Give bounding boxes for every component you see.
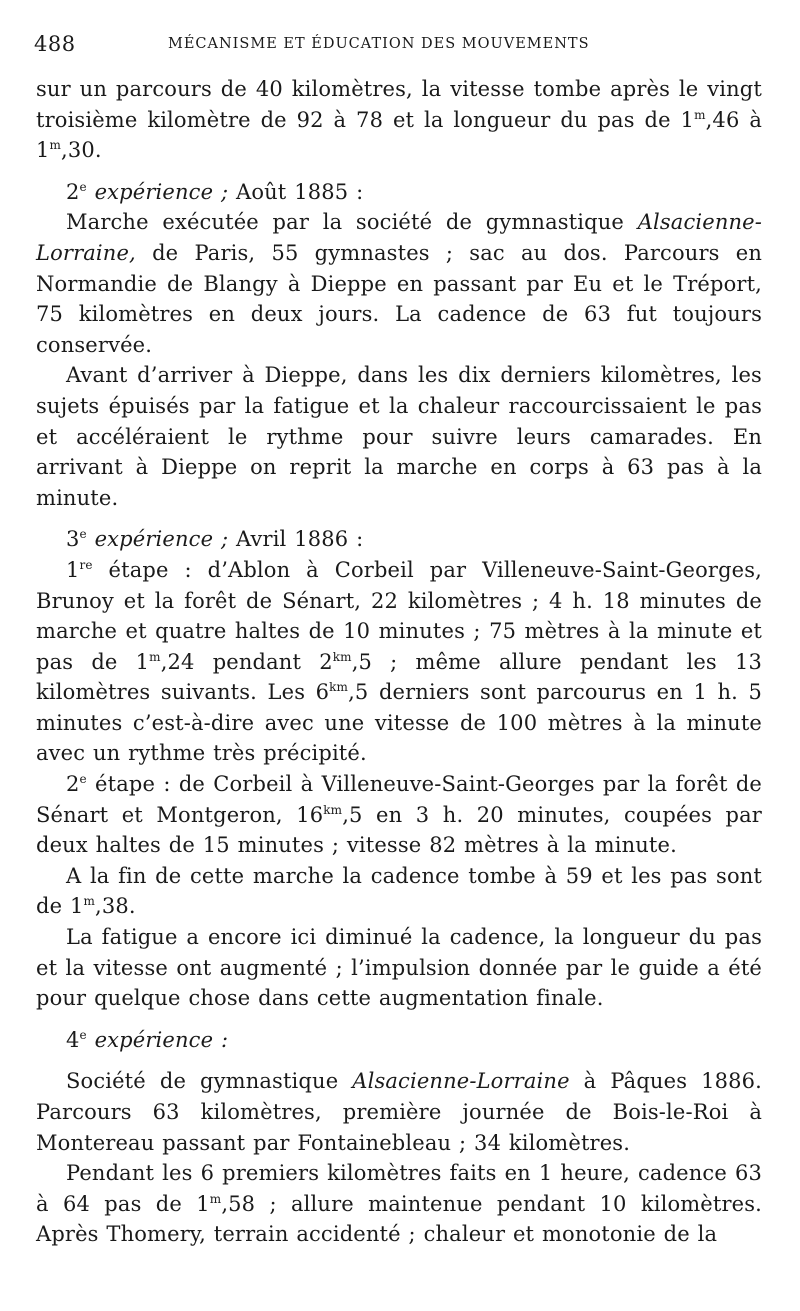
running-title: MÉCANISME ET ÉDUCATION DES MOUVEMENTS bbox=[168, 36, 590, 52]
experiment-4-paragraph-2: Pendant les 6 premiers kilomètres faits en 1 heure, cadence 63 à 64 pas de 1$^m$,58 ; allure maintenue pendant 10 kilomètres. Après Thomery, terrain accidenté ; chaleur et monotonie de la bbox=[36, 1161, 762, 1247]
experiment-4-heading: 4e expérience : bbox=[66, 1027, 229, 1052]
paragraph-continued: sur un parcours de 40 kilomètres, la vitesse tombe après le vingt troisième kilomètre de 92 à 78 et la longueur du pas de 1$^m$,46 à 1$^m$,30. bbox=[36, 77, 762, 163]
experiment-3-stage-1: 1re étape : d’Ablon à Corbeil par Villeneuve-Saint-Georges, Brunoy et la forêt de Sénart, 22 kilomètres ; 4 h. 18 minutes de marche et quatre haltes de 10 minutes ; 75 mètres à la minute et pas de 1$^m$,24 pendant $2^{km},5$ ; même allure pendant les 13 kilomètres suivants. Les $6^{km},5$ derniers sont parcourus en 1 h. 5 minutes c’est-à-dire avec une vitesse de 100 mètres à la minute avec un rythme très précipité. bbox=[36, 557, 763, 766]
running-head bbox=[34, 30, 774, 60]
experiment-3-stage-2: 2e étape : de Corbeil à Villeneuve-Saint-Georges par la forêt de Sénart et Montgeron, $16^{km},5$ en 3 h. 20 minutes, coupées par deux haltes de 15 minutes ; vitesse 82 mètres à la minute. bbox=[36, 772, 762, 858]
experiment-3-paragraph-4: La fatigue a encore ici diminué la cadence, la longueur du pas et la vitesse ont augmenté ; l’impulsion donnée par le guide a été pour quelque chose dans cette augmentation finale. bbox=[36, 925, 762, 1011]
experiment-3-paragraph-3: A la fin de cette marche la cadence tombe à 59 et les pas sont de 1$^m$,38. bbox=[36, 863, 762, 919]
experiment-2-paragraph-2: Avant d’arriver à Dieppe, dans les dix derniers kilomètres, les sujets épuisés par la fatigue et la chaleur raccourcissaient le pas et accéléraient le rythme pour suivre leurs camarades. En arrivant à Dieppe on reprit la marche en corps à 63 pas à la minute. bbox=[36, 363, 762, 510]
page-number: 488 bbox=[34, 32, 76, 56]
experiment-3-heading: 3e expérience ; Avril 1886 : bbox=[66, 527, 364, 552]
body-text bbox=[36, 74, 762, 1250]
experiment-4-paragraph-1: Société de gymnastique Alsacienne-Lorraine à Pâques 1886. Parcours 63 kilomètres, première journée de Bois-le-Roi à Montereau passant par Fontainebleau ; 34 kilomètres. bbox=[36, 1069, 762, 1155]
experiment-2-paragraph-1: Marche exécutée par la société de gymnastique Alsacienne-Lorraine, de Paris, 55 gymnastes ; sac au dos. Parcours en Normandie de Blangy à Dieppe en passant par Eu et le Tréport, 75 kilomètres en deux jours. La cadence de 63 fut toujours conservée. bbox=[36, 210, 762, 357]
experiment-2-heading: 2e expérience ; Août 1885 : bbox=[66, 179, 364, 204]
